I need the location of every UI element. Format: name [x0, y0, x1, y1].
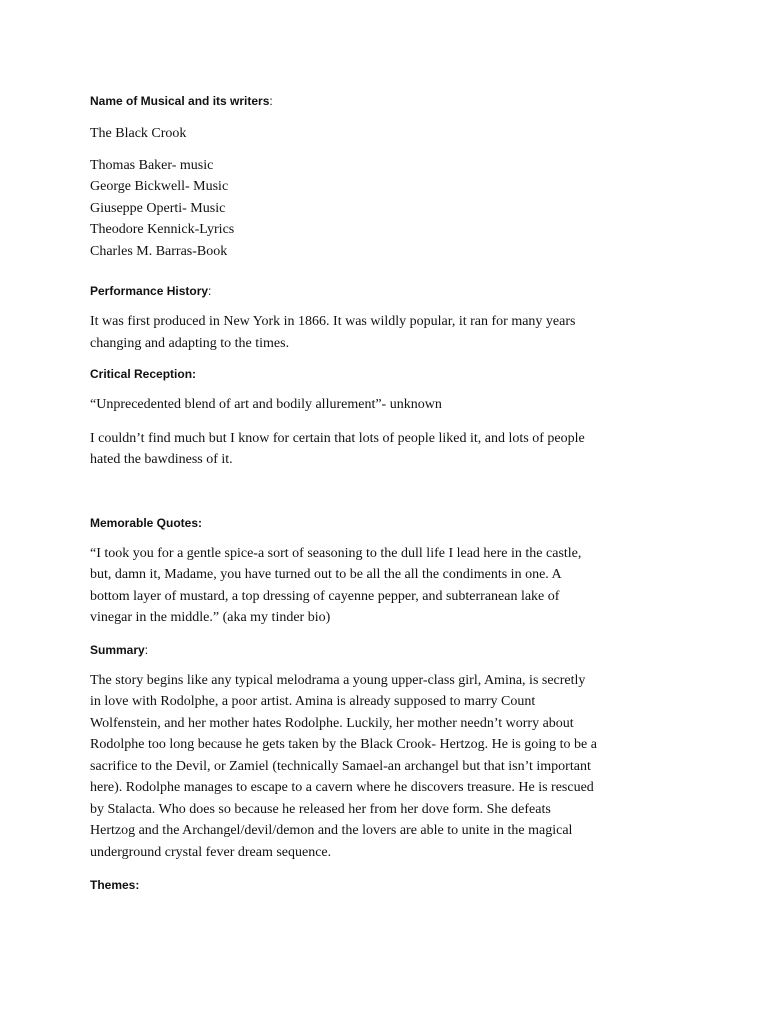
credit-line: Charles M. Barras-Book	[90, 243, 228, 259]
musical-title: The Black Crook	[90, 126, 187, 141]
quotes-heading: Memorable Quotes:	[90, 515, 203, 530]
writers-heading-colon: :	[269, 94, 273, 108]
credit-line: Theodore Kennick-Lyrics	[90, 222, 235, 237]
performance-heading-colon: :	[208, 284, 212, 298]
credit-line: Giuseppe Operti- Music	[90, 200, 226, 216]
quotes-text: “I took you for a gentle spice-a sort of seasoning to the dull life I lead here in the castle, but, damn it, Madame, you have turned out to be all the all the condiments in one. A bottom layer of mustard, a top dressing of cayenne pepper, and subterranean lake of vinegar in the middle.” (aka my tinder bio)	[90, 545, 582, 625]
themes-heading: Themes:	[90, 878, 140, 892]
summary-heading-text: Summary	[90, 642, 145, 657]
summary-heading	[90, 642, 650, 658]
reception-heading: Critical Reception:	[90, 367, 197, 381]
credit-line: Thomas Baker- music	[90, 157, 214, 173]
credits-list	[90, 155, 650, 263]
writers-heading	[90, 93, 650, 109]
reception-text: I couldn’t find much but I know for certain that lots of people liked it, and lots of people hated the bawdiness of it.	[90, 430, 585, 467]
document-page	[90, 88, 650, 893]
reception-quote: “Unprecedented blend of art and bodily allurement”- unknown	[90, 397, 442, 412]
performance-text: It was first produced in New York in 1866. It was wildly popular, it ran for many years changing and adapting to the times.	[90, 314, 576, 351]
summary-heading-colon: :	[144, 642, 149, 657]
credit-line: George Bickwell- Music	[90, 179, 229, 194]
performance-heading-text: Performance History	[90, 284, 209, 298]
writers-heading-text: Name of Musical and its writers	[90, 94, 270, 108]
summary-text: The story begins like any typical melodrama a young upper-class girl, Amina, is secretly in love with Rodolphe, a poor artist. Amina is already supposed to marry Count Wolfenstein, and her mother hates Rodolphe. Luckily, her mother needn’t worry about Rodolphe too long because he gets taken by the Black Crook- Hertzog. He is going to be a sacrifice to the Devil, or Zamiel (technically Samael-an archangel but that isn’t important here). Rodolphe manages to escape to a cavern where he discovers treasure. He is rescued by Stalacta. Who does so because he released her from her dove form. She defeats Hertzog and the Archangel/devil/demon and the lovers are able to unite in the magical underground crystal fever dream sequence.	[90, 672, 597, 860]
performance-heading	[90, 283, 650, 299]
